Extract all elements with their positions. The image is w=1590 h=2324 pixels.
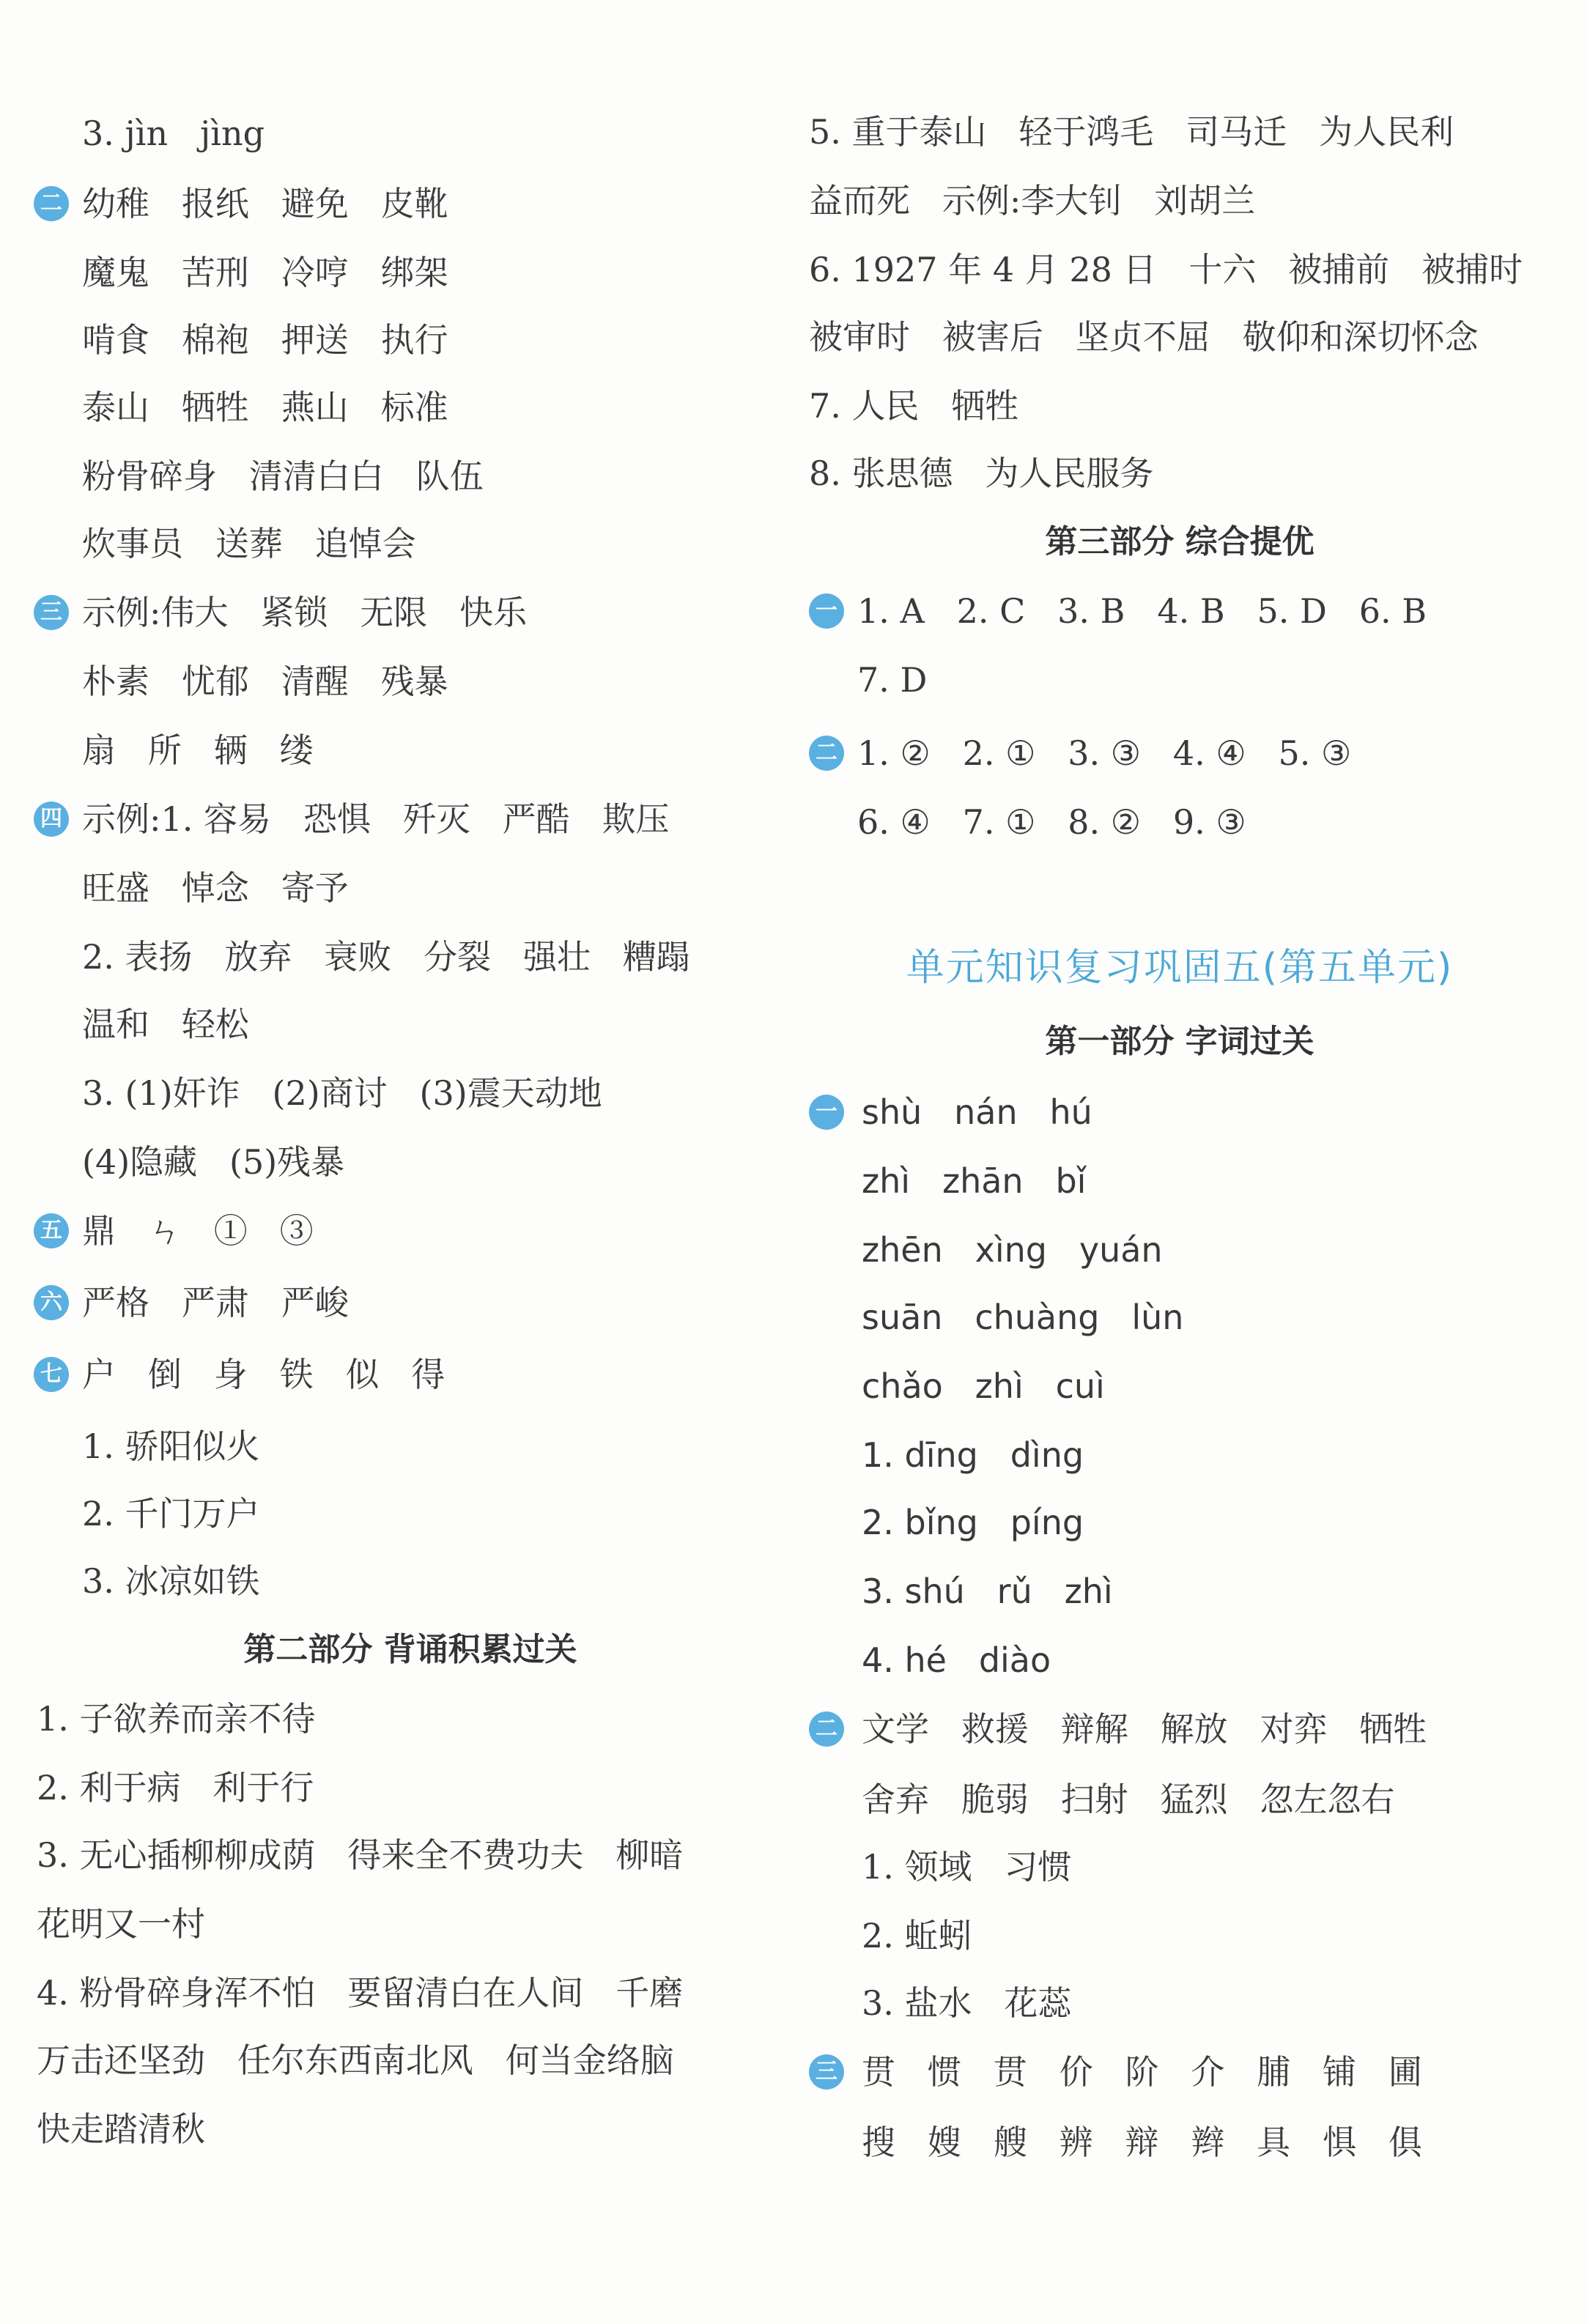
answer-line: 泰山 牺牲 燕山 标准 <box>82 388 448 427</box>
pinyin-line: zhēn xìng yuán <box>862 1230 1163 1270</box>
answer-line: 2. 利于病 利于行 <box>37 1768 314 1807</box>
answer-line: 4. 粉骨碎身浑不怕 要留清白在人间 千磨 <box>37 1973 684 2013</box>
answer-line: 8. 张思德 为人民服务 <box>809 454 1154 493</box>
section-badge: 七 <box>34 1357 69 1392</box>
answer-line: 2. 蚯蚓 <box>862 1916 972 1955</box>
section-badge: 五 <box>34 1213 69 1248</box>
pinyin-line: 1. dīng dìng <box>862 1435 1084 1475</box>
answer-line: 1. 骄阳似火 <box>82 1426 260 1466</box>
answer-line: 被审时 被害后 坚贞不屈 敬仰和深切怀念 <box>809 317 1479 357</box>
right-column <box>799 0 1561 2324</box>
answer-line: 7. 人民 牺牲 <box>809 386 1019 426</box>
answer-line: 鼎 ㄣ ① ③ <box>82 1211 314 1251</box>
answer-line: 6. ④ 7. ① 8. ② 9. ③ <box>857 802 1246 842</box>
section-badge: 一 <box>809 593 844 629</box>
left-column <box>29 0 791 2324</box>
answer-line: 魔鬼 苦刑 冷哼 绑架 <box>82 253 448 292</box>
section-heading: 第二部分 背诵积累过关 <box>243 1631 577 1668</box>
answer-line: 2. 千门万户 <box>82 1494 260 1533</box>
section-badge: 六 <box>34 1285 69 1320</box>
unit-title: 单元知识复习巩固五(第五单元) <box>906 946 1454 990</box>
pinyin-line: zhì zhān bǐ <box>862 1161 1087 1201</box>
answer-line: 3. 无心插柳柳成荫 得来全不费功夫 柳暗 <box>37 1835 684 1875</box>
answer-line: 户 倒 身 铁 似 得 <box>82 1355 445 1394</box>
answer-line: 啃食 棉袍 押送 执行 <box>82 320 448 360</box>
pinyin-line: suān chuàng lùn <box>862 1298 1184 1337</box>
section-badge: 三 <box>34 595 69 630</box>
answer-line: 3. jìn jìng <box>82 114 265 153</box>
answer-line: 文学 救援 辩解 解放 对弈 牺牲 <box>862 1709 1427 1749</box>
answer-line: 2. 表扬 放弃 衰败 分裂 强壮 糟蹋 <box>82 937 690 977</box>
answer-line: 贯 惯 贯 价 阶 介 脯 铺 圃 <box>862 2052 1422 2092</box>
answer-line: 3. (1)奸诈 (2)商讨 (3)震天动地 <box>82 1073 602 1113</box>
pinyin-line: 3. shú rǔ zhì <box>862 1572 1113 1611</box>
pinyin-line: shù nán hú <box>862 1092 1092 1132</box>
answer-line: 幼稚 报纸 避免 皮靴 <box>82 184 448 223</box>
answer-line: 7. D <box>857 660 928 700</box>
answer-line: 示例:1. 容易 恐惧 歼灭 严酷 欺压 <box>82 799 670 839</box>
answer-line: 万击还坚劲 任尔东西南北风 何当金络脑 <box>37 2040 674 2080</box>
section-badge: 四 <box>34 802 69 837</box>
answer-line: 扇 所 辆 缕 <box>82 730 314 770</box>
answer-line: 1. A 2. C 3. B 4. B 5. D 6. B <box>857 591 1427 631</box>
section-heading: 第一部分 字词过关 <box>1045 1023 1314 1060</box>
answer-line: 花明又一村 <box>37 1904 205 1944</box>
pinyin-line: 4. hé diào <box>862 1640 1051 1680</box>
answer-line: 5. 重于泰山 轻于鸿毛 司马迁 为人民利 <box>809 112 1454 152</box>
section-badge: 二 <box>34 186 69 221</box>
answer-line: 粉骨碎身 清清白白 队伍 <box>82 456 484 496</box>
section-heading: 第三部分 综合提优 <box>1045 523 1314 560</box>
pinyin-line: chǎo zhì cuì <box>862 1366 1105 1406</box>
section-badge: 一 <box>809 1095 844 1130</box>
answer-line: 朴素 忧郁 清醒 残暴 <box>82 662 448 701</box>
answer-line: 温和 轻松 <box>82 1004 249 1044</box>
section-badge: 三 <box>809 2054 844 2090</box>
answer-line: 严格 严肃 严峻 <box>82 1283 349 1322</box>
section-badge: 二 <box>809 736 844 771</box>
answer-line: 快走踏清秋 <box>37 2109 205 2149</box>
answer-line: 旺盛 悼念 寄予 <box>82 868 349 908</box>
answer-line: 3. 冰凉如铁 <box>82 1561 260 1601</box>
section-badge: 二 <box>809 1711 844 1747</box>
answer-line: 6. 1927 年 4 月 28 日 十六 被捕前 被捕时 <box>809 250 1523 289</box>
answer-line: 3. 盐水 花蕊 <box>862 1983 1072 2023</box>
answer-line: 1. 子欲养而亲不待 <box>37 1699 316 1739</box>
answer-line: 1. 领域 习惯 <box>862 1847 1072 1887</box>
answer-line: 益而死 示例:李大钊 刘胡兰 <box>809 181 1256 221</box>
answer-line: 1. ② 2. ① 3. ③ 4. ④ 5. ③ <box>857 733 1352 773</box>
answer-line: 示例:伟大 紧锁 无限 快乐 <box>82 593 528 632</box>
answer-line: 搜 嫂 艘 辨 辩 辫 具 惧 俱 <box>862 2123 1422 2162</box>
answer-line: 舍弃 脆弱 扫射 猛烈 忽左忽右 <box>862 1780 1395 1819</box>
answer-line: 炊事员 送葬 追悼会 <box>82 524 416 563</box>
pinyin-line: 2. bǐng píng <box>862 1503 1084 1542</box>
answer-line: (4)隐藏 (5)残暴 <box>82 1142 345 1182</box>
